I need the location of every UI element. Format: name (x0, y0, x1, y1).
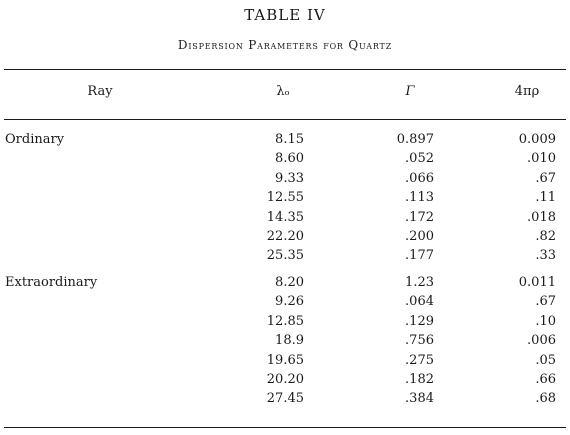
four-pi-rho-cell: .05 (535, 353, 556, 368)
gamma-cell: .756 (405, 333, 434, 348)
four-pi-rho-cell: .68 (535, 391, 556, 406)
gamma-cell: .064 (405, 294, 434, 309)
lambda-cell: 9.33 (275, 171, 304, 186)
four-pi-rho-cell: .006 (527, 333, 556, 348)
header-rule (4, 119, 566, 120)
lambda-cell: 12.85 (266, 314, 304, 329)
four-pi-rho-cell: .018 (527, 210, 556, 225)
four-pi-rho-cell: 0.011 (518, 275, 556, 290)
gamma-cell: .066 (405, 171, 434, 186)
table-subtitle: Dispersion Parameters for Quartz (177, 38, 393, 52)
gamma-cell: .052 (405, 151, 434, 166)
gamma-cell: .200 (405, 229, 434, 244)
column-header-four-pi-rho: 4πρ (514, 84, 540, 99)
lambda-cell: 8.15 (275, 132, 304, 147)
lambda-cell: 27.45 (266, 391, 304, 406)
top-rule (4, 69, 566, 70)
lambda-cell: 22.20 (266, 229, 304, 244)
gamma-cell: .384 (405, 391, 434, 406)
lambda-cell: 25.35 (266, 248, 304, 263)
gamma-cell: .275 (405, 353, 434, 368)
gamma-cell: 1.23 (405, 275, 434, 290)
four-pi-rho-cell: .67 (535, 171, 556, 186)
four-pi-rho-cell: .67 (535, 294, 556, 309)
table-title: TABLE IV (244, 6, 326, 24)
gamma-cell: .113 (405, 190, 434, 205)
four-pi-rho-cell: .33 (535, 248, 556, 263)
gamma-cell: .172 (405, 210, 434, 225)
lambda-cell: 8.20 (275, 275, 304, 290)
four-pi-rho-cell: .010 (527, 151, 556, 166)
lambda-cell: 19.65 (266, 353, 304, 368)
column-header-ray: Ray (87, 84, 113, 99)
four-pi-rho-cell: .82 (535, 229, 556, 244)
bottom-rule (4, 427, 566, 428)
lambda-cell: 14.35 (266, 210, 304, 225)
ray-group-label: Extraordinary (5, 275, 98, 290)
lambda-cell: 8.60 (275, 151, 304, 166)
lambda-cell: 20.20 (266, 372, 304, 387)
four-pi-rho-cell: .11 (535, 190, 556, 205)
gamma-cell: .129 (405, 314, 434, 329)
lambda-cell: 18.9 (275, 333, 304, 348)
column-header-lambda: λₒ (276, 84, 290, 99)
four-pi-rho-cell: 0.009 (518, 132, 556, 147)
column-header-gamma: Γ (405, 84, 415, 99)
four-pi-rho-cell: .10 (535, 314, 556, 329)
ray-group-label: Ordinary (5, 132, 65, 147)
gamma-cell: 0.897 (396, 132, 434, 147)
lambda-cell: 9.26 (275, 294, 304, 309)
lambda-cell: 12.55 (266, 190, 304, 205)
gamma-cell: .177 (405, 248, 434, 263)
four-pi-rho-cell: .66 (535, 372, 556, 387)
gamma-cell: .182 (405, 372, 434, 387)
